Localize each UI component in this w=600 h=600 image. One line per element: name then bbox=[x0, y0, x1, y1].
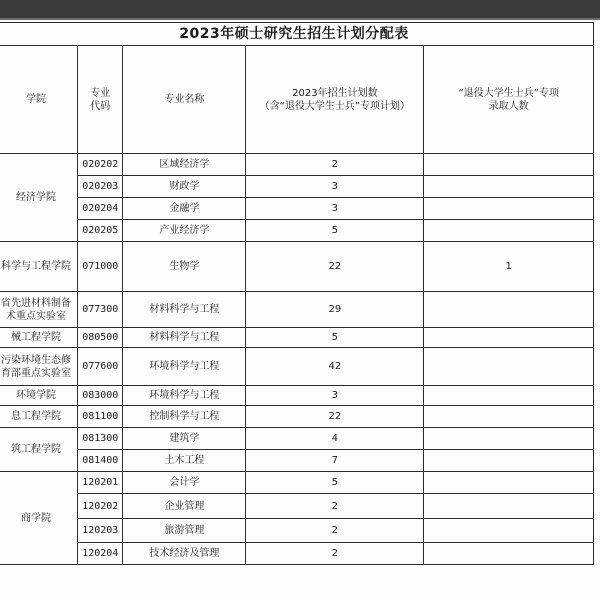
college-cell: 械工程学院 bbox=[0, 328, 78, 348]
table-row bbox=[0, 154, 594, 176]
plan-count-cell: 5 bbox=[246, 220, 424, 242]
major-name-cell: 材料科学与工程 bbox=[123, 328, 246, 348]
soldier-count-cell bbox=[424, 472, 594, 494]
enrollment-plan-table bbox=[0, 22, 594, 565]
major-code-cell: 081100 bbox=[78, 406, 123, 428]
table-row bbox=[0, 428, 594, 450]
major-name-cell: 技术经济及管理 bbox=[123, 543, 246, 565]
soldier-count-cell: 1 bbox=[424, 242, 594, 292]
major-name-cell: 环境科学与工程 bbox=[123, 348, 246, 386]
major-name-cell: 控制科学与工程 bbox=[123, 406, 246, 428]
soldier-count-cell bbox=[424, 494, 594, 519]
major-name-cell: 环境科学与工程 bbox=[123, 386, 246, 406]
header-college: 学院 bbox=[0, 46, 78, 154]
table-row bbox=[0, 220, 594, 242]
plan-count-cell: 2 bbox=[246, 154, 424, 176]
college-cell: 息工程学院 bbox=[0, 406, 78, 428]
table-row bbox=[0, 348, 594, 386]
soldier-count-cell bbox=[424, 348, 594, 386]
plan-count-cell: 4 bbox=[246, 428, 424, 450]
soldier-count-cell bbox=[424, 328, 594, 348]
soldier-count-cell bbox=[424, 428, 594, 450]
major-code-cell: 120204 bbox=[78, 543, 123, 565]
major-name-cell: 材料科学与工程 bbox=[123, 292, 246, 328]
plan-count-cell: 7 bbox=[246, 450, 424, 472]
soldier-count-cell bbox=[424, 386, 594, 406]
plan-count-cell: 42 bbox=[246, 348, 424, 386]
table-row bbox=[0, 494, 594, 519]
major-code-cell: 083000 bbox=[78, 386, 123, 406]
major-name-cell: 旅游管理 bbox=[123, 519, 246, 543]
college-cell: 经济学院 bbox=[0, 154, 78, 242]
major-code-cell: 020204 bbox=[78, 198, 123, 220]
major-code-cell: 077600 bbox=[78, 348, 123, 386]
plan-count-cell: 2 bbox=[246, 543, 424, 565]
major-name-cell: 财政学 bbox=[123, 176, 246, 198]
table-row bbox=[0, 472, 594, 494]
table-row bbox=[0, 242, 594, 292]
soldier-count-cell bbox=[424, 519, 594, 543]
table-row bbox=[0, 198, 594, 220]
plan-count-cell: 3 bbox=[246, 176, 424, 198]
table-row bbox=[0, 543, 594, 565]
major-code-cell: 071000 bbox=[78, 242, 123, 292]
header-soldier-count: “退役大学生士兵”专项 录取人数 bbox=[424, 46, 594, 154]
major-code-cell: 081300 bbox=[78, 428, 123, 450]
table-row bbox=[0, 386, 594, 406]
plan-count-cell: 2 bbox=[246, 494, 424, 519]
major-code-cell: 077300 bbox=[78, 292, 123, 328]
table-row bbox=[0, 176, 594, 198]
college-cell: 科学与工程学院 bbox=[0, 242, 78, 292]
plan-count-cell: 5 bbox=[246, 472, 424, 494]
major-code-cell: 081400 bbox=[78, 450, 123, 472]
header-major-name: 专业名称 bbox=[123, 46, 246, 154]
table-title: 2023年硕士研究生招生计划分配表 bbox=[0, 23, 594, 46]
major-code-cell: 120202 bbox=[78, 494, 123, 519]
header-plan-count: 2023年招生计划数 （含“退役大学生士兵”专项计划） bbox=[246, 46, 424, 154]
college-cell: 筑工程学院 bbox=[0, 428, 78, 472]
college-cell: 省先进材料制备 术重点实验室 bbox=[0, 292, 78, 328]
soldier-count-cell bbox=[424, 543, 594, 565]
major-name-cell: 产业经济学 bbox=[123, 220, 246, 242]
soldier-count-cell bbox=[424, 198, 594, 220]
soldier-count-cell bbox=[424, 220, 594, 242]
college-cell: 商学院 bbox=[0, 472, 78, 565]
soldier-count-cell bbox=[424, 154, 594, 176]
major-name-cell: 区域经济学 bbox=[123, 154, 246, 176]
major-code-cell: 020202 bbox=[78, 154, 123, 176]
plan-count-cell: 3 bbox=[246, 198, 424, 220]
major-code-cell: 120203 bbox=[78, 519, 123, 543]
soldier-count-cell bbox=[424, 176, 594, 198]
plan-count-cell: 2 bbox=[246, 519, 424, 543]
table-row bbox=[0, 519, 594, 543]
college-cell: 污染环境生态修 育部重点实验室 bbox=[0, 348, 78, 386]
major-name-cell: 会计学 bbox=[123, 472, 246, 494]
table-row bbox=[0, 406, 594, 428]
major-name-cell: 金融学 bbox=[123, 198, 246, 220]
table-row bbox=[0, 328, 594, 348]
major-name-cell: 生物学 bbox=[123, 242, 246, 292]
major-code-cell: 080500 bbox=[78, 328, 123, 348]
soldier-count-cell bbox=[424, 292, 594, 328]
major-name-cell: 建筑学 bbox=[123, 428, 246, 450]
major-name-cell: 土木工程 bbox=[123, 450, 246, 472]
major-name-cell: 企业管理 bbox=[123, 494, 246, 519]
plan-count-cell: 22 bbox=[246, 242, 424, 292]
plan-count-cell: 5 bbox=[246, 328, 424, 348]
soldier-count-cell bbox=[424, 450, 594, 472]
window-top-bar bbox=[0, 0, 600, 20]
major-code-cell: 120201 bbox=[78, 472, 123, 494]
document-sheet bbox=[0, 20, 600, 600]
major-code-cell: 020203 bbox=[78, 176, 123, 198]
table-row bbox=[0, 450, 594, 472]
plan-count-cell: 29 bbox=[246, 292, 424, 328]
college-cell: 环境学院 bbox=[0, 386, 78, 406]
plan-count-cell: 22 bbox=[246, 406, 424, 428]
table-row bbox=[0, 292, 594, 328]
soldier-count-cell bbox=[424, 406, 594, 428]
plan-count-cell: 3 bbox=[246, 386, 424, 406]
header-major-code: 专业 代码 bbox=[78, 46, 123, 154]
major-code-cell: 020205 bbox=[78, 220, 123, 242]
